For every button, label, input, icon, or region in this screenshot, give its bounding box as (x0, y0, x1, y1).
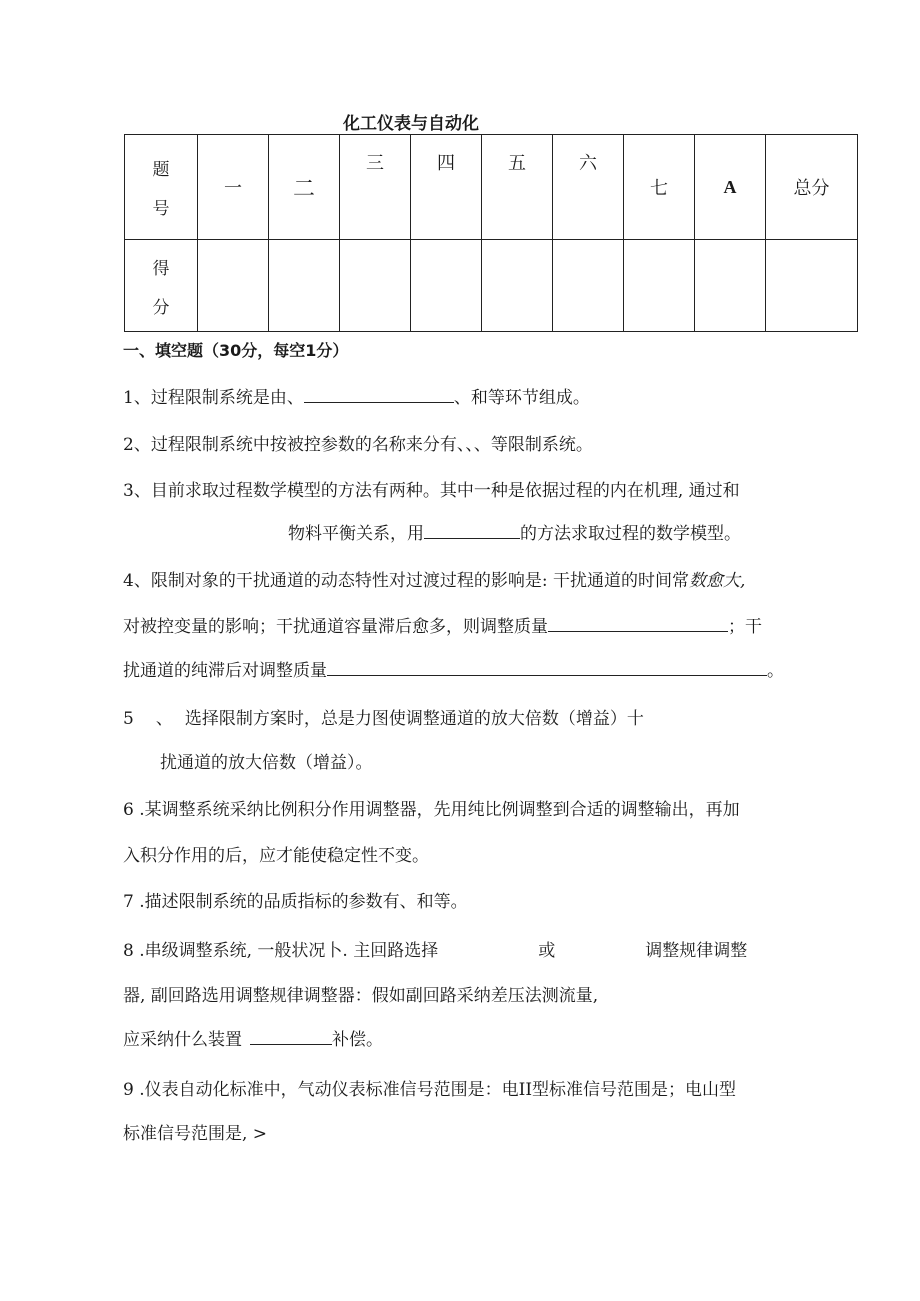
question-3-line-1: 3、目前求取过程数学模型的方法有两种。其中一种是依据过程的内在机理, 通过和 (123, 481, 740, 501)
column-5-header: 五 (482, 135, 553, 240)
column-1-header: 一 (198, 135, 269, 240)
column-8-header: A (695, 135, 766, 240)
total-score-header: 总分 (766, 135, 858, 240)
question-8-line-2: 器, 副回路选用调整规律调整器：假如副回路采纳差压法测流量, (123, 986, 599, 1006)
section-1-heading: 一、填空题（30分，每空1分） (123, 341, 349, 360)
score-cell-total[interactable] (766, 240, 858, 332)
question-3-line-2: 物料平衡关系，用 的方法求取过程的数学模型。 (288, 524, 741, 544)
column-6-header: 六 (553, 135, 624, 240)
question-5-line-2: 扰通道的放大倍数（增益）。 (160, 753, 373, 773)
score-cell-2[interactable] (269, 240, 340, 332)
document-title: 化工仪表与自动化 (343, 114, 479, 134)
question-8-line-1: 8 .串级调整系统, 一般状况卜. 主回路选择 或 调整规律调整 (123, 941, 748, 961)
score-table-score-row (125, 240, 858, 332)
question-4-line-1: 4、限制对象的干扰通道的动态特性对过渡过程的影响是: 干扰通道的时间常数愈大, (123, 571, 746, 591)
question-5-line-1: 5 、 选择限制方案时，总是力图使调整通道的放大倍数（增益）十 (123, 709, 644, 729)
column-4-header: 四 (411, 135, 482, 240)
column-7-header: 七 (624, 135, 695, 240)
question-9-line-2: 标准信号范围是, > (123, 1124, 268, 1144)
question-6-line-2: 入积分作用的后，应才能使稳定性不变。 (123, 846, 429, 866)
row-label-question-number: 题 号 (125, 135, 198, 240)
row-label-score: 得 分 (125, 240, 198, 332)
question-2: 2、过程限制系统中按被控参数的名称来分有、、、等限制系统。 (123, 435, 593, 455)
answer-blank[interactable] (250, 1029, 332, 1045)
column-2-header: 二 (269, 135, 340, 240)
score-cell-8[interactable] (695, 240, 766, 332)
question-4-line-3: 扰通道的纯滞后对调整质量 。 (123, 661, 784, 681)
score-cell-6[interactable] (553, 240, 624, 332)
question-1: 1、过程限制系统是由、 、和等环节组成。 (123, 388, 590, 408)
question-7: 7 .描述限制系统的品质指标的参数有、和等。 (123, 892, 468, 912)
question-9-line-1: 9 .仪表自动化标准中，气动仪表标准信号范围是：电II型标准信号范围是；电山型 (123, 1080, 737, 1100)
answer-blank[interactable] (548, 616, 728, 632)
question-4-line-2: 对被控变量的影响；干扰通道容量滞后愈多，则调整质量 ；干 (123, 617, 762, 637)
score-cell-3[interactable] (340, 240, 411, 332)
question-8-line-3: 应采纳什么装置 补偿。 (123, 1030, 383, 1050)
score-cell-5[interactable] (482, 240, 553, 332)
score-table-header-row (125, 135, 858, 240)
score-cell-4[interactable] (411, 240, 482, 332)
question-6-line-1: 6 .某调整系统采纳比例积分作用调整器，先用纯比例调整到合适的调整输出，再加 (123, 800, 740, 820)
column-3-header: 三 (340, 135, 411, 240)
score-table (124, 134, 858, 332)
score-cell-7[interactable] (624, 240, 695, 332)
answer-blank[interactable] (304, 387, 454, 403)
answer-blank[interactable] (424, 523, 520, 539)
score-cell-1[interactable] (198, 240, 269, 332)
answer-blank[interactable] (327, 660, 767, 676)
